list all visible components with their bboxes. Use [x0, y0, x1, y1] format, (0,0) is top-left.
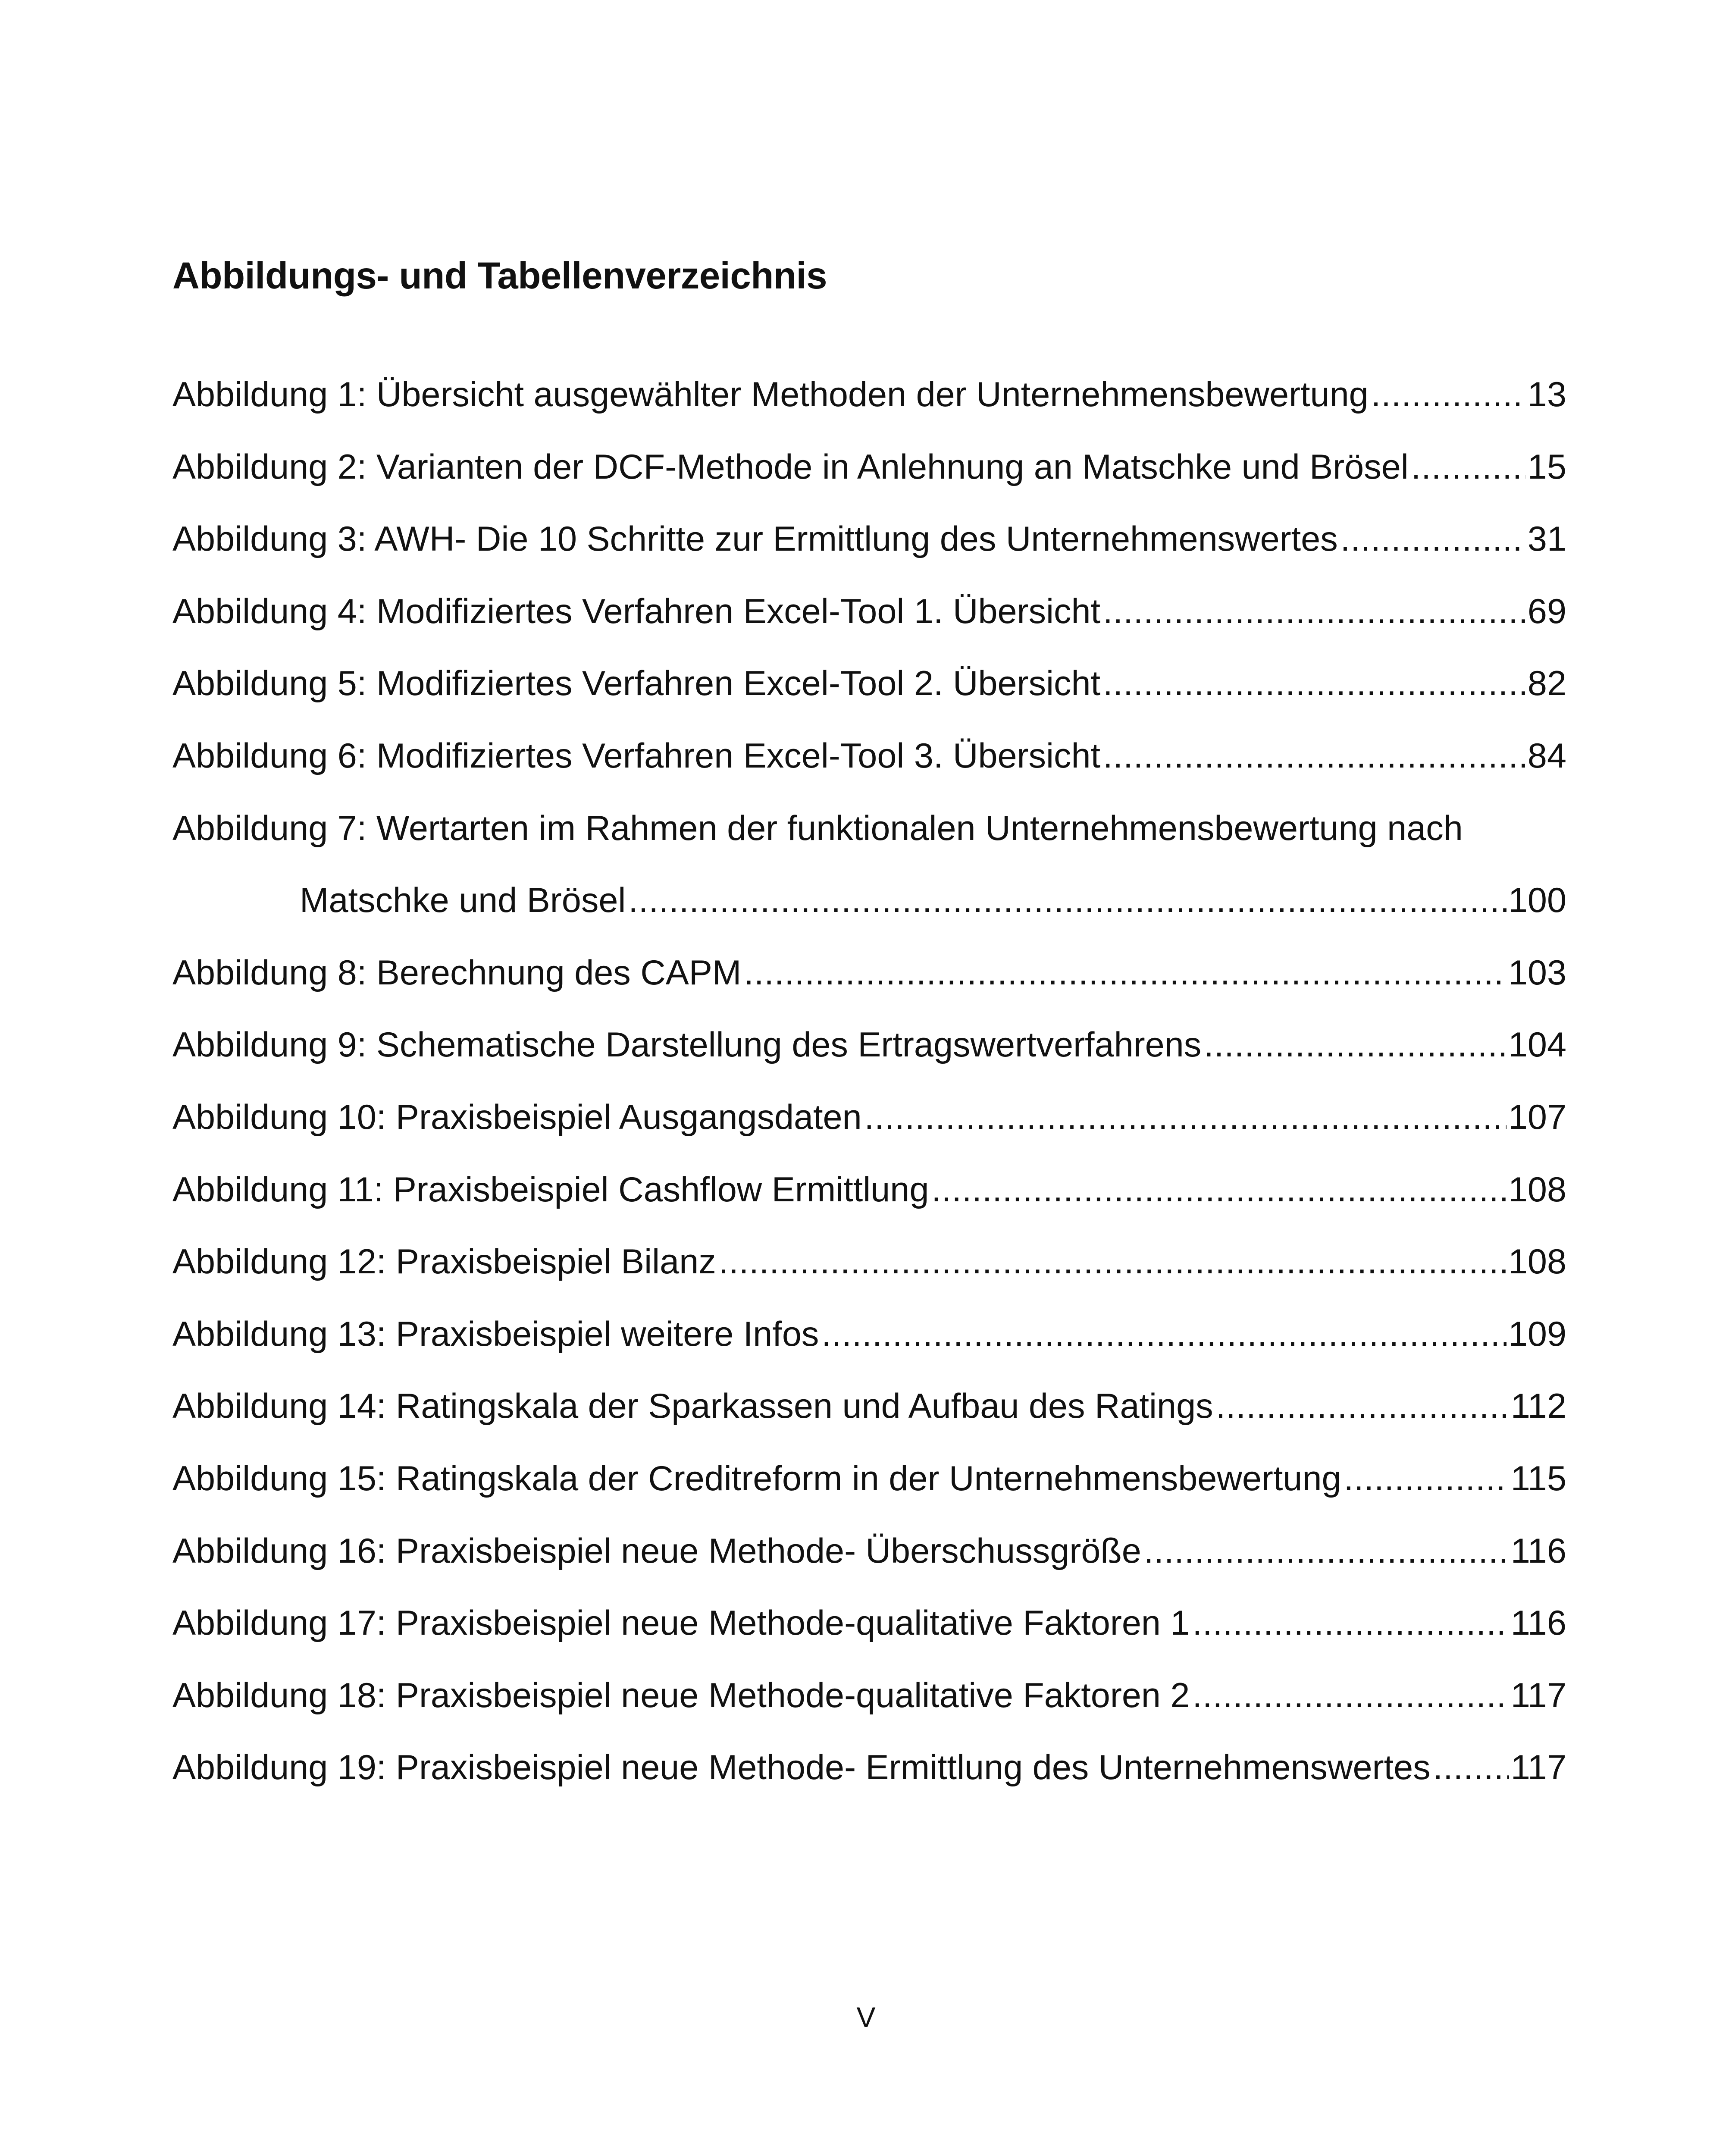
dot-leader	[1344, 1461, 1509, 1496]
entry-page-number: 117	[1510, 1748, 1566, 1787]
entry-page-number: 108	[1508, 1170, 1566, 1209]
entry-label: Abbildung 4: Modifiziertes Verfahren Excel-Tool 1. Übersicht	[172, 592, 1101, 631]
dot-leader	[1433, 1750, 1509, 1785]
page-number-footer: V	[856, 2001, 876, 2033]
entry-label: Abbildung 7: Wertarten im Rahmen der funktionalen Unternehmensbewertung nach	[172, 808, 1463, 848]
entry-page-number: 84	[1527, 736, 1566, 775]
entry-label: Abbildung 9: Schematische Darstellung des Ertragswertverfahrens	[172, 1025, 1202, 1065]
entry-page-number: 115	[1510, 1459, 1566, 1498]
entry-page-number: 31	[1527, 520, 1566, 559]
dot-leader	[1340, 522, 1526, 557]
entry-label: Abbildung 13: Praxisbeispiel weitere Infos	[172, 1314, 819, 1354]
entry-page-number: 108	[1508, 1242, 1566, 1282]
figure-list	[172, 377, 1566, 1823]
entry-label: Abbildung 18: Praxisbeispiel neue Methode-qualitative Faktoren 2	[172, 1676, 1190, 1715]
figure-entry-14[interactable]	[172, 1389, 1566, 1461]
entry-page-number: 107	[1508, 1097, 1566, 1137]
figure-entry-1[interactable]	[172, 377, 1566, 450]
entry-label: Abbildung 12: Praxisbeispiel Bilanz	[172, 1242, 716, 1282]
entry-label: Abbildung 5: Modifiziertes Verfahren Excel-Tool 2. Übersicht	[172, 664, 1101, 703]
entry-page-number: 100	[1508, 881, 1566, 920]
entry-page-number: 112	[1510, 1387, 1566, 1426]
entry-label: Abbildung 14: Ratingskala der Sparkassen und Aufbau des Ratings	[172, 1387, 1213, 1426]
entry-label: Abbildung 1: Übersicht ausgewählter Methoden der Unternehmensbewertung	[172, 375, 1369, 414]
figure-entry-6[interactable]	[172, 736, 1566, 811]
figure-entry-16[interactable]	[172, 1531, 1566, 1606]
dot-leader	[864, 1100, 1506, 1135]
entry-label: Abbildung 16: Praxisbeispiel neue Methode- Überschussgröße	[172, 1531, 1141, 1570]
entry-page-number: 117	[1510, 1676, 1566, 1715]
entry-label: Abbildung 8: Berechnung des CAPM	[172, 953, 742, 992]
figure-entry-15[interactable]	[172, 1461, 1566, 1534]
figure-entry-2[interactable]	[172, 447, 1566, 522]
dot-leader	[1192, 1606, 1509, 1641]
entry-label: Abbildung 11: Praxisbeispiel Cashflow Ermittlung	[172, 1170, 929, 1209]
figure-entry-17[interactable]	[172, 1606, 1566, 1678]
figure-entry-8[interactable]	[172, 953, 1566, 1028]
figure-entry-19[interactable]	[172, 1750, 1566, 1823]
entry-page-number: 103	[1508, 953, 1566, 992]
dot-leader	[1204, 1028, 1506, 1062]
entry-page-number: 69	[1527, 592, 1566, 631]
figure-entry-7[interactable]	[172, 808, 1566, 956]
figure-entry-18[interactable]	[172, 1678, 1566, 1751]
entry-label: Abbildung 17: Praxisbeispiel neue Methode-qualitative Faktoren 1	[172, 1604, 1190, 1643]
entry-page-number: 109	[1508, 1314, 1566, 1354]
dot-leader	[1103, 594, 1526, 629]
figure-entry-5[interactable]	[172, 666, 1566, 739]
dot-leader	[1103, 666, 1526, 701]
dot-leader	[1192, 1678, 1509, 1713]
entry-label-continuation: Matschke und Brösel	[300, 881, 626, 920]
figure-entry-10[interactable]	[172, 1097, 1566, 1172]
entry-label: Abbildung 3: AWH- Die 10 Schritte zur Ermittlung des Unternehmenswertes	[172, 520, 1338, 559]
figure-entry-9[interactable]	[172, 1025, 1566, 1100]
dot-leader	[719, 1244, 1506, 1279]
entry-page-number: 104	[1508, 1025, 1566, 1065]
entry-page-number: 13	[1527, 375, 1566, 414]
entry-page-number: 15	[1527, 447, 1566, 486]
entry-page-number: 116	[1510, 1531, 1566, 1570]
entry-label: Abbildung 19: Praxisbeispiel neue Methode- Ermittlung des Unternehmenswertes	[172, 1748, 1431, 1787]
figure-entry-12[interactable]	[172, 1244, 1566, 1317]
figure-entry-13[interactable]	[172, 1314, 1566, 1389]
dot-leader	[744, 956, 1506, 990]
entry-label: Abbildung 10: Praxisbeispiel Ausgangsdaten	[172, 1097, 862, 1137]
figure-entry-4[interactable]	[172, 594, 1566, 667]
entry-page-number: 116	[1510, 1604, 1566, 1643]
page-title: Abbildungs- und Tabellenverzeichnis	[172, 255, 827, 297]
dot-leader	[931, 1172, 1506, 1207]
dot-leader	[1371, 377, 1526, 412]
entry-label: Abbildung 15: Ratingskala der Creditreform in der Unternehmensbewertung	[172, 1459, 1341, 1498]
entry-page-number: 82	[1527, 664, 1566, 703]
dot-leader	[1216, 1389, 1509, 1424]
dot-leader	[1103, 739, 1526, 774]
dot-leader	[1411, 450, 1526, 485]
dot-leader	[628, 883, 1506, 918]
figure-entry-11[interactable]	[172, 1172, 1566, 1245]
dot-leader	[821, 1317, 1506, 1352]
dot-leader	[1144, 1534, 1509, 1569]
figure-entry-3[interactable]	[172, 522, 1566, 594]
entry-label: Abbildung 2: Varianten der DCF-Methode in Anlehnung an Matschke und Brösel	[172, 447, 1409, 486]
entry-label: Abbildung 6: Modifiziertes Verfahren Excel-Tool 3. Übersicht	[172, 736, 1101, 775]
